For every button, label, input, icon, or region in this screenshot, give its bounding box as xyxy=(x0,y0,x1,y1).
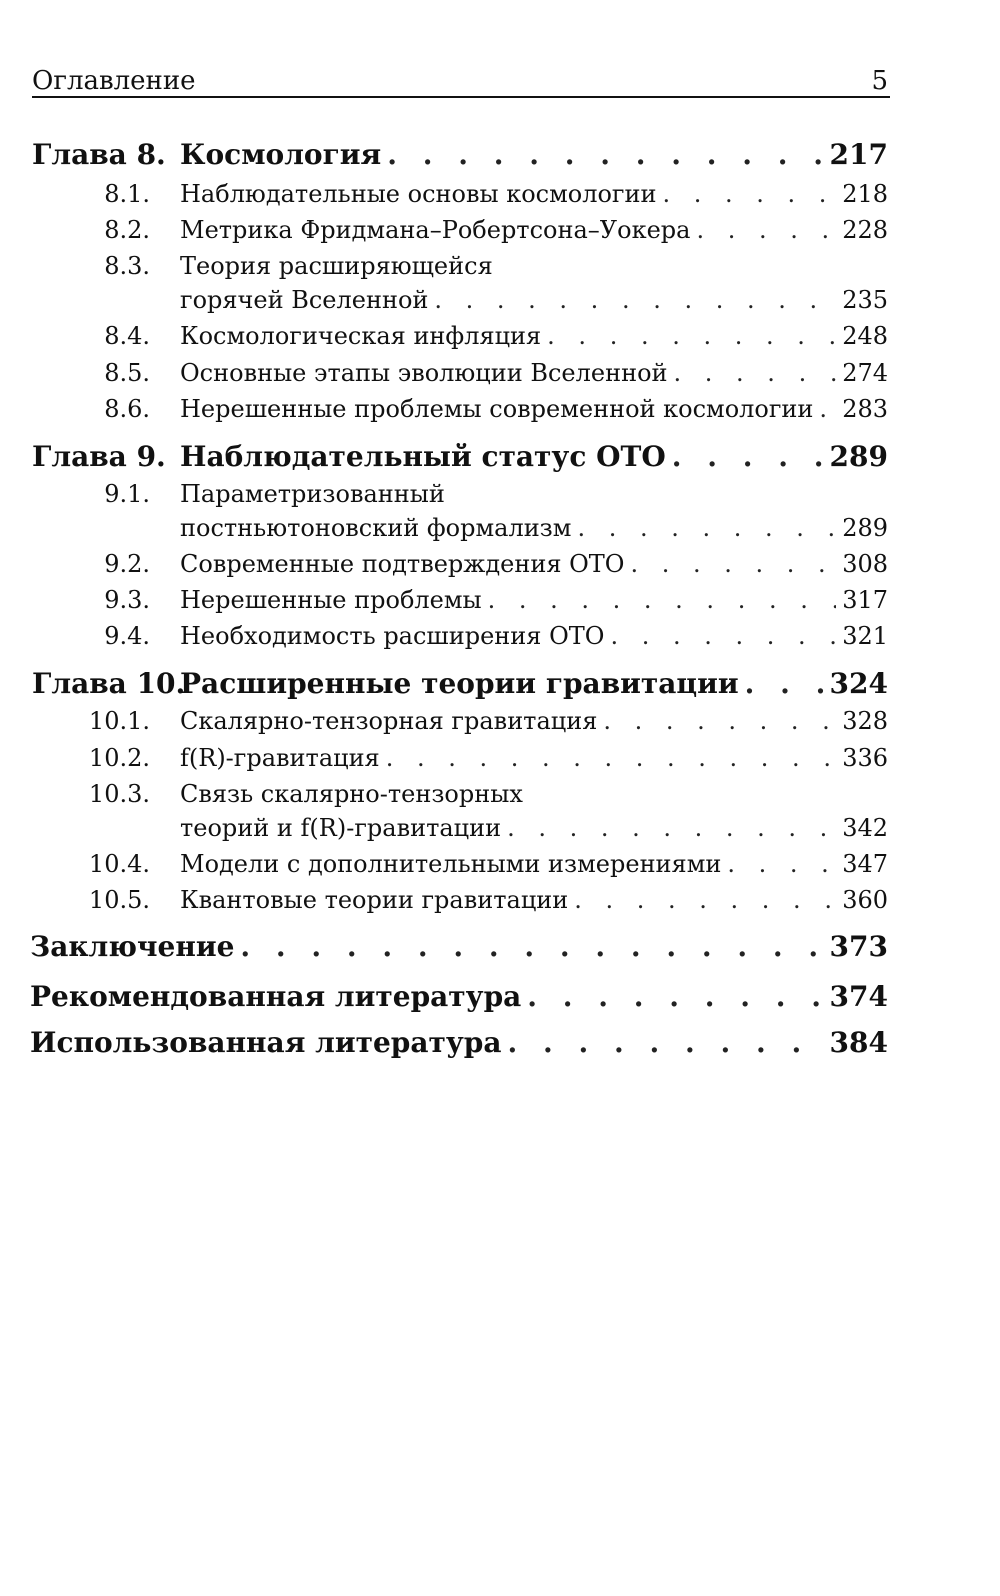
section-entry-page: 336 xyxy=(842,744,888,772)
section-title-line1: Связь скалярно-тензорных xyxy=(180,780,523,808)
chapter-entry-page: 289 xyxy=(829,440,888,473)
section-entry-title: f(R)-гравитация xyxy=(180,744,380,772)
section-number: 8.2. xyxy=(104,216,150,244)
dot-leader xyxy=(727,850,836,878)
section-entry-line xyxy=(180,286,888,314)
section-entry-title: теорий и f(R)-гравитации xyxy=(180,814,502,842)
section-number: 9.4. xyxy=(104,622,150,650)
chapter-entry-page: 324 xyxy=(829,667,888,700)
section-entry-line xyxy=(180,550,888,578)
section-entry-line xyxy=(180,707,888,735)
section-entry-title: горячей Вселенной xyxy=(180,286,429,314)
section-entry-page: 274 xyxy=(842,359,888,387)
back-matter-entry-line xyxy=(30,1026,888,1059)
section-entry-line xyxy=(180,586,888,614)
section-title-line1: Теория расширяющейся xyxy=(180,252,493,280)
section-entry-title: Основные этапы эволюции Вселенной xyxy=(180,359,668,387)
section-number: 10.5. xyxy=(88,886,150,914)
section-entry-title: Модели с дополнительными измерениями xyxy=(180,850,722,878)
section-entry-line xyxy=(180,814,888,842)
section-entry-page: 228 xyxy=(842,216,888,244)
section-entry-title: Квантовые теории гравитации xyxy=(180,886,569,914)
section-entry-title: Метрика Фридмана–Робертсона–Уокера xyxy=(180,216,691,244)
dot-leader xyxy=(630,550,836,578)
dot-leader xyxy=(507,814,836,842)
dot-leader xyxy=(387,138,823,171)
section-entry-title: Современные подтверждения ОТО xyxy=(180,550,625,578)
chapter-label: Глава 8. xyxy=(32,138,166,171)
dot-leader xyxy=(434,286,836,314)
section-entry-line xyxy=(180,395,888,423)
chapter-entry-title: Расширенные теории гравитации xyxy=(180,667,739,700)
back-matter-entry-page: 373 xyxy=(829,930,888,963)
section-entry-line xyxy=(180,514,888,542)
section-number: 8.1. xyxy=(104,180,150,208)
section-entry-page: 248 xyxy=(842,322,888,350)
section-number: 9.1. xyxy=(104,480,150,508)
chapter-entry-line xyxy=(180,138,888,171)
section-entry-line xyxy=(180,180,888,208)
section-entry-page: 342 xyxy=(842,814,888,842)
page-number: 5 xyxy=(871,66,888,96)
dot-leader xyxy=(386,744,836,772)
section-number: 10.2. xyxy=(88,744,150,772)
section-entry-line xyxy=(180,622,888,650)
chapter-label: Глава 10. xyxy=(32,667,186,700)
section-entry-line xyxy=(180,216,888,244)
header-rule xyxy=(32,96,890,98)
dot-leader xyxy=(488,586,837,614)
section-entry-page: 308 xyxy=(842,550,888,578)
dot-leader xyxy=(574,886,836,914)
section-number: 8.6. xyxy=(104,395,150,423)
dot-leader xyxy=(819,395,836,423)
section-entry-page: 235 xyxy=(842,286,888,314)
section-number: 10.1. xyxy=(88,707,150,735)
section-entry-title: Нерешенные проблемы современной космологии xyxy=(180,395,814,423)
section-entry-page: 347 xyxy=(842,850,888,878)
section-entry-title: Скалярно-тензорная гравитация xyxy=(180,707,598,735)
running-head-title: Оглавление xyxy=(32,66,196,96)
dot-leader xyxy=(547,322,836,350)
section-entry-line xyxy=(180,359,888,387)
section-entry-line xyxy=(180,322,888,350)
chapter-label: Глава 9. xyxy=(32,440,166,473)
section-entry-page: 317 xyxy=(842,586,888,614)
section-entry-page: 218 xyxy=(842,180,888,208)
dot-leader xyxy=(745,667,824,700)
back-matter-entry-page: 384 xyxy=(829,1026,888,1059)
section-entry-line xyxy=(180,886,888,914)
dot-leader xyxy=(696,216,836,244)
back-matter-entry-title: Использованная литература xyxy=(30,1026,502,1059)
section-entry-title: Нерешенные проблемы xyxy=(180,586,482,614)
section-entry-page: 328 xyxy=(842,707,888,735)
section-entry-title: Необходимость расширения ОТО xyxy=(180,622,605,650)
chapter-entry-line xyxy=(180,667,888,700)
section-entry-page: 289 xyxy=(842,514,888,542)
chapter-entry-page: 217 xyxy=(829,138,888,171)
dot-leader xyxy=(527,980,823,1013)
section-title-line1: Параметризованный xyxy=(180,480,445,508)
section-number: 10.3. xyxy=(88,780,150,808)
back-matter-entry-title: Заключение xyxy=(30,930,235,963)
dot-leader xyxy=(508,1026,824,1059)
chapter-entry-line xyxy=(180,440,888,473)
back-matter-entry-line xyxy=(30,930,888,963)
section-number: 10.4. xyxy=(88,850,150,878)
section-number: 9.2. xyxy=(104,550,150,578)
section-entry-title: Космологическая инфляция xyxy=(180,322,542,350)
section-number: 9.3. xyxy=(104,586,150,614)
section-entry-title: Наблюдательные основы космологии xyxy=(180,180,657,208)
section-entry-page: 360 xyxy=(842,886,888,914)
dot-leader xyxy=(577,514,836,542)
dot-leader xyxy=(662,180,836,208)
dot-leader xyxy=(240,930,823,963)
section-entry-title: постньютоновский формализм xyxy=(180,514,572,542)
section-entry-page: 321 xyxy=(842,622,888,650)
dot-leader xyxy=(672,440,824,473)
section-number: 8.5. xyxy=(104,359,150,387)
back-matter-entry-page: 374 xyxy=(829,980,888,1013)
chapter-entry-title: Космология xyxy=(180,138,382,171)
section-number: 8.4. xyxy=(104,322,150,350)
dot-leader xyxy=(603,707,836,735)
section-number: 8.3. xyxy=(104,252,150,280)
back-matter-entry-title: Рекомендованная литература xyxy=(30,980,522,1013)
section-entry-line xyxy=(180,850,888,878)
back-matter-entry-line xyxy=(30,980,888,1013)
section-entry-page: 283 xyxy=(842,395,888,423)
section-entry-line xyxy=(180,744,888,772)
dot-leader xyxy=(674,359,837,387)
dot-leader xyxy=(610,622,836,650)
chapter-entry-title: Наблюдательный статус ОТО xyxy=(180,440,666,473)
